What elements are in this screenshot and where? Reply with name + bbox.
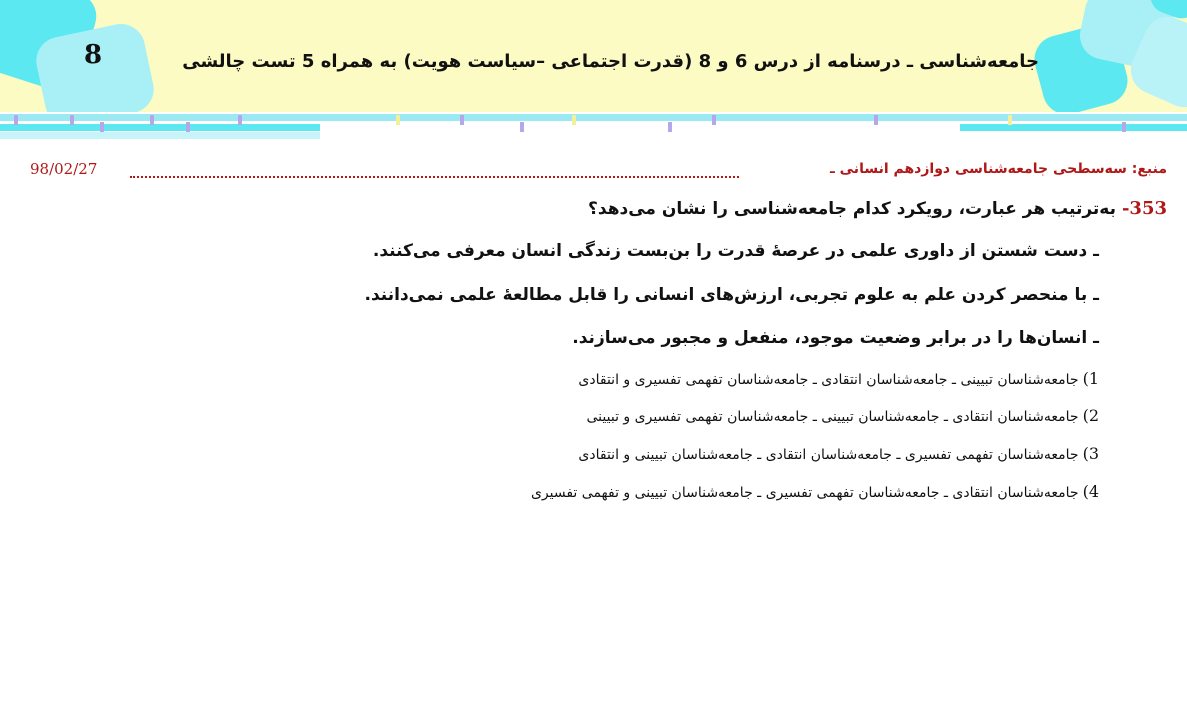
page-number: 8: [83, 40, 103, 70]
option-text: جامعه‌شناسان تبیینی ـ جامعه‌شناسان انتقادی ـ جامعه‌شناسان تفهمی تفسیری و انتقادی: [578, 372, 1079, 388]
strip-tick: [100, 122, 104, 132]
option-text: جامعه‌شناسان تفهمی تفسیری ـ جامعه‌شناسان انتقادی ـ جامعه‌شناسان تبیینی و انتقادی: [578, 447, 1079, 463]
strip-tick: [668, 122, 672, 132]
answer-option-3[interactable]: [578, 444, 1099, 463]
page-header: [0, 0, 1187, 112]
strip-tick: [520, 122, 524, 132]
strip-tick: [238, 115, 242, 125]
strip-tick: [1122, 122, 1126, 132]
option-text: جامعه‌شناسان انتقادی ـ جامعه‌شناسان تفهمی تفسیری ـ جامعه‌شناسان تبیینی و تفهمی تفسیری: [530, 485, 1079, 501]
page-title: جامعه‌شناسی ـ درسنامه از درس 6 و 8 (قدرت اجتماعی –سیاست هویت) به همراه 5 تست چالشی: [182, 51, 1039, 72]
answer-option-4[interactable]: [531, 482, 1099, 501]
strip-tick: [572, 115, 576, 125]
source-line: [30, 161, 1167, 183]
strip-tick: [460, 115, 464, 125]
strip-tick: [874, 115, 878, 125]
strip-bar: [0, 124, 320, 131]
strip-bar: [960, 124, 1187, 131]
question-number: 353-: [1121, 198, 1167, 219]
question-text: به‌ترتیب هر عبارت، رویکرد کدام جامعه‌شناسی را نشان می‌دهد؟: [588, 199, 1117, 219]
option-text: جامعه‌شناسان انتقادی ـ جامعه‌شناسان تبیینی ـ جامعه‌شناسان تفهمی تفسیری و تبیینی: [586, 409, 1079, 425]
option-number: 4): [1082, 482, 1099, 501]
answer-option-2[interactable]: [587, 406, 1099, 425]
strip-tick: [1008, 115, 1012, 125]
strip-tick: [150, 115, 154, 125]
option-number: 2): [1082, 406, 1099, 425]
strip-bar: [0, 132, 320, 139]
question-stem: [588, 198, 1167, 219]
strip-tick: [712, 115, 716, 125]
decorative-strip: [0, 112, 1187, 140]
statement-item: ـ دست شستن از داوری علمی در عرصۀ قدرت را بن‌بست زندگی انسان معرفی می‌کنند.: [372, 241, 1099, 261]
option-number: 1): [1082, 369, 1099, 388]
option-number: 3): [1082, 444, 1099, 463]
source-date: 98/02/27: [30, 160, 98, 178]
strip-tick: [396, 115, 400, 125]
statement-item: ـ با منحصر کردن علم به علوم تجربی، ارزش‌های انسانی را قابل مطالعۀ علمی نمی‌دانند.: [364, 285, 1099, 305]
statement-item: ـ انسان‌ها را در برابر وضعیت موجود، منفعل و مجبور می‌سازند.: [572, 328, 1099, 348]
strip-tick: [186, 122, 190, 132]
strip-tick: [14, 115, 18, 125]
strip-tick: [70, 115, 74, 125]
dotted-leader: [130, 176, 739, 178]
source-label: منبع: سه‌سطحی جامعه‌شناسی دوازدهم انسانی ـ: [829, 161, 1167, 177]
answer-option-1[interactable]: [578, 369, 1099, 388]
